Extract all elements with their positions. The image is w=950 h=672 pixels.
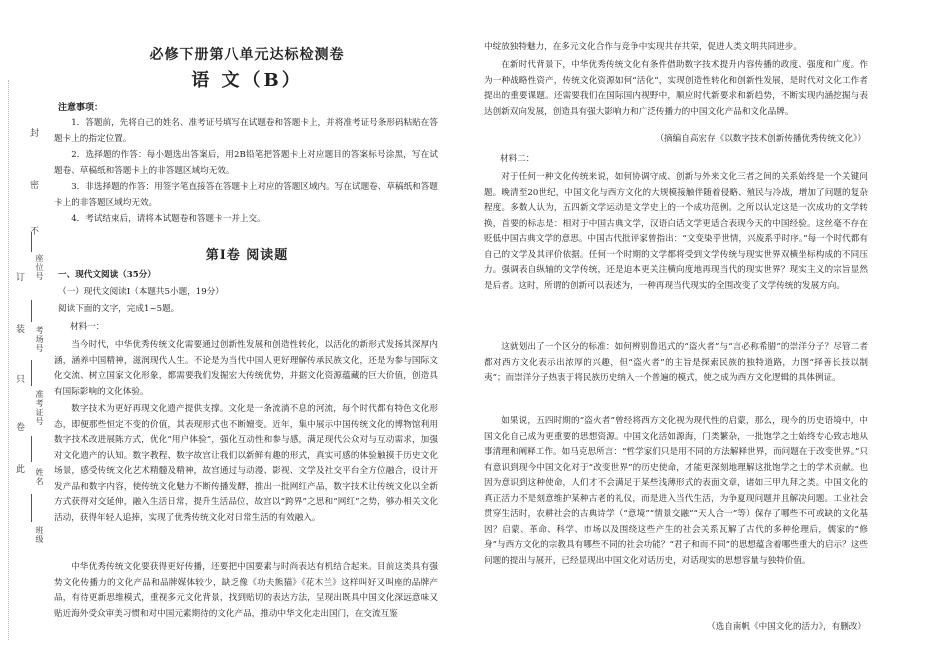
paragraph: 当今时代，中华优秀传统文化需要通过创新性发展和创造性转化，以活化的新形式发扬其深厚内涵，涵养中国精神，滋润现代人生。不论是为当代中国人更好理解传承民族文化，还是为参与国际文化交流、树立国家文化形象，都需要我们发掘宏大传统优势，并据文化资源蕴藏的巨大价值，创造具有国际影响的文化体验。 xyxy=(54,340,438,397)
exam-title: 必修下册第八单元达标检测卷 xyxy=(149,47,345,63)
paragraph: 这就划出了一个区分的标准：如何辨别鲁迅式的“盗火者”与“言必称希腊”的崇洋分子？尽管二者都对西方文化表示出浓厚的兴趣，但“盗火者”的主旨是探索民族的独特道路，力图“择善长技以制夷”；而崇洋分子热衷于将民族历史纳入一个普遍的模式，使之成为西方文化逻辑的具体例证。 xyxy=(484,342,868,383)
notice-item: 3．非选择题的作答：用签字笔直接答在答题卡上对应的答题区域内。写在试题卷、草稿纸和答题卡上的非答题区域均无效。 xyxy=(54,182,438,208)
exam-room-label: 考场号 xyxy=(35,326,44,353)
margin-char: 只 xyxy=(16,375,26,385)
notice-heading: 注意事项： xyxy=(58,103,104,113)
notice-item: 1．答题前，先将自己的姓名、准考证号填写在试题卷和答题卡上，并将准考证号条形码粘贴在答题卡上的指定位置。 xyxy=(54,118,438,144)
subject-title: 语 文（B） xyxy=(191,70,303,91)
field-line xyxy=(31,360,32,386)
material-label: 材料一： xyxy=(70,322,105,332)
name-label: 姓名 xyxy=(35,468,44,486)
seat-number-label: 座位号 xyxy=(35,254,44,281)
sub-heading: （一）现代文阅读Ⅰ（本题共5小题，19分） xyxy=(58,287,224,297)
binding-margin xyxy=(0,0,48,672)
margin-char: 此 xyxy=(16,465,26,475)
margin-char: 密 xyxy=(30,181,40,191)
notice-item: 4．考试结束后，请将本试题卷和答题卡一并上交。 xyxy=(71,214,266,224)
field-line xyxy=(31,232,32,252)
paragraph: 在新时代背景下，中华优秀传统文化有条件借助数字技术提升内容传播的政度、强度和广度。作为一种战略性资产，传统文化资源如何“活化”，实现创造性转化和创新性发展，是时代对文化工作者提出的重要课题。还需要我们在国际国内视野中，顺应时代新要求和新趋势，不断实现内涵挖掘与表达创新双向发展，创造具有强大影响力和广泛传播力的中国文化产品和文化品牌。 xyxy=(484,60,868,117)
section-title: 第Ⅰ卷 阅读题 xyxy=(205,248,289,263)
citation: （选自南帆《中国文化的活力》，有删改） xyxy=(707,622,866,632)
field-line xyxy=(31,300,32,322)
material-label: 材料二： xyxy=(500,154,535,164)
notice-item: 2．选择题的作答：每小题选出答案后，用2B铅笔把答题卡上对应题目的答案标号涂黑，写在试题卷、草稿纸和答题卡上的非答题区域均无效。 xyxy=(54,150,438,176)
paragraph: 中绽放独特魅力，在多元文化合作与竞争中实现共存共荣，促进人类文明共同进步。 xyxy=(484,42,802,52)
admission-number-label: 准考证号 xyxy=(35,390,44,426)
field-line xyxy=(31,494,32,522)
paragraph: 中华优秀传统文化要获得更好传播，还要把中国要素与时尚表达有机结合起来。目前这类具有强势文化传播力的文化产品和品牌媒体较少，缺乏像《功夫熊猫》《花木兰》这样叫好又叫座的品牌产品，有待更新思维模式，重视多元文化背景，找到贴切的表达方法，呈现出既具中国文化深远意味又贴近海外受众审美习惯和对中国元素期待的文化产品，推动中华文化走出国门，在交流互鉴 xyxy=(54,562,438,619)
paragraph: 数字技术为更好再现文化遗产提供支撑。文化是一条流淌不息的河流，每个时代都有特色文化形态，即便那些恒定不变的价值，其表现形式也不断嬗变。近年，集中展示中国传统文化的博物馆利用数字技术改进展陈方式，优化“用户体验”，强化互动性和参与感，满足现代公众对与互动需求，加强对文化遗产的认知。数字教程、数字故宫让我们以新鲜有趣的形式，真实可感的体验触摸千历史文化场景，感受传统文化艺术精髓及精神，故宫通过与动漫、影视、文学及社交平台全方位融合，设计开发产品和数字内容，使传统文化魅力不断传播发酵，推出一批网红产品，数字技术让传统文化以全新方式获得对交延伸，融入生活日常，提升生活品位，故宫以“跨界”之思和“网红”之势，够办相关文化活动，获得年轻人追捧，实现了优秀传统文化对日常生活的有效融入。 xyxy=(54,404,438,523)
paragraph: 如果说，五四时期的“盗火者”曾经将西方文化视为现代性的启蒙，那么，现今的历史语境中，中国文化自己成为更重要的思想资源。中国文化活如源海，门类繁杂，一批饱学之士始终专心致志地从事清理和阐释工作。如马克思所言：“哲学家们只是用不同的方法解释世界，而问题在于改变世界。”只有意识到现今中国文化对于“改变世界”的历史使命，才能更深刻地理解这批饱学之士的学术贡献。也因为意识到这种使命，人们才不会满足于某些浅薄形式的表面文章，诸如三甲九拜之类。中国文化的真正活力不是刻意维护某种古老的礼仪，而是进入当代生活，为争夏现问题并且解决问题。工业社会贯穿生活时，农耕社会的古典诗学（“意境”“情景交融”“天人合一”等）保存了哪些不可或缺的文化基因？启蒙、革命、科学、市场以及围绕这些产生的社会关系瓦解了古代的多种伦理后，儒家的“修身”与西方文化的宗教具有哪些不同的社会功能？“君子和而不同”的思想蕴含着哪些重大的启示？这些问题的提出与展开，已经显现出中国文化对话历史，对话现实的思想容量与独特价值。 xyxy=(484,416,868,566)
citation: （摘编自高宏存《以数字技术创新传播优秀传统文化》） xyxy=(655,134,866,144)
part-heading: 一、现代文阅读（35分） xyxy=(58,270,156,280)
paragraph: 对于任何一种文化传统来说，如何协调守成、创新与外来文化三者之间的关系始终是一个关键问题。晚清至20世纪，中国文化与西方文化的大规模接触伴随着侵略、殖民与冷战，增加了问题的复杂程度。多数人认为，五四新文学运动是文学史上的一个成功范例。之所以认定这是一次成功的文学转换，首要的标志是：相对于中国古典文学，汉语白话文学更适合表现今天的中国经验。这丝毫不存在贬低中国古典文学的意思。中国古代批评家曾指出：“文变染乎世情，兴废系乎时序。”每一个时代都有自己的文学及其评价依据。任何一个时期的文学都将受到文学传统与现实世界双横坐标构成的不同压力。强调表自纵轴的文学传统，还是迫本更关注横向度地再现当代的现实世界？现实主义的宗旨显然是后者。这时，所谓的创新可以表述为，一种再现当代现实的全围改变了文学传统的发展方向。 xyxy=(484,172,868,291)
margin-char: 不 xyxy=(30,227,40,237)
class-label: 班级 xyxy=(35,526,44,544)
margin-char: 卷 xyxy=(16,423,26,433)
instruction: 阅读下面的文字，完成1~5题。 xyxy=(58,304,180,314)
margin-char: 封 xyxy=(30,129,40,139)
field-line xyxy=(31,436,32,462)
fold-line xyxy=(8,80,9,640)
margin-char: 订 xyxy=(16,273,26,283)
margin-char: 装 xyxy=(16,325,26,335)
